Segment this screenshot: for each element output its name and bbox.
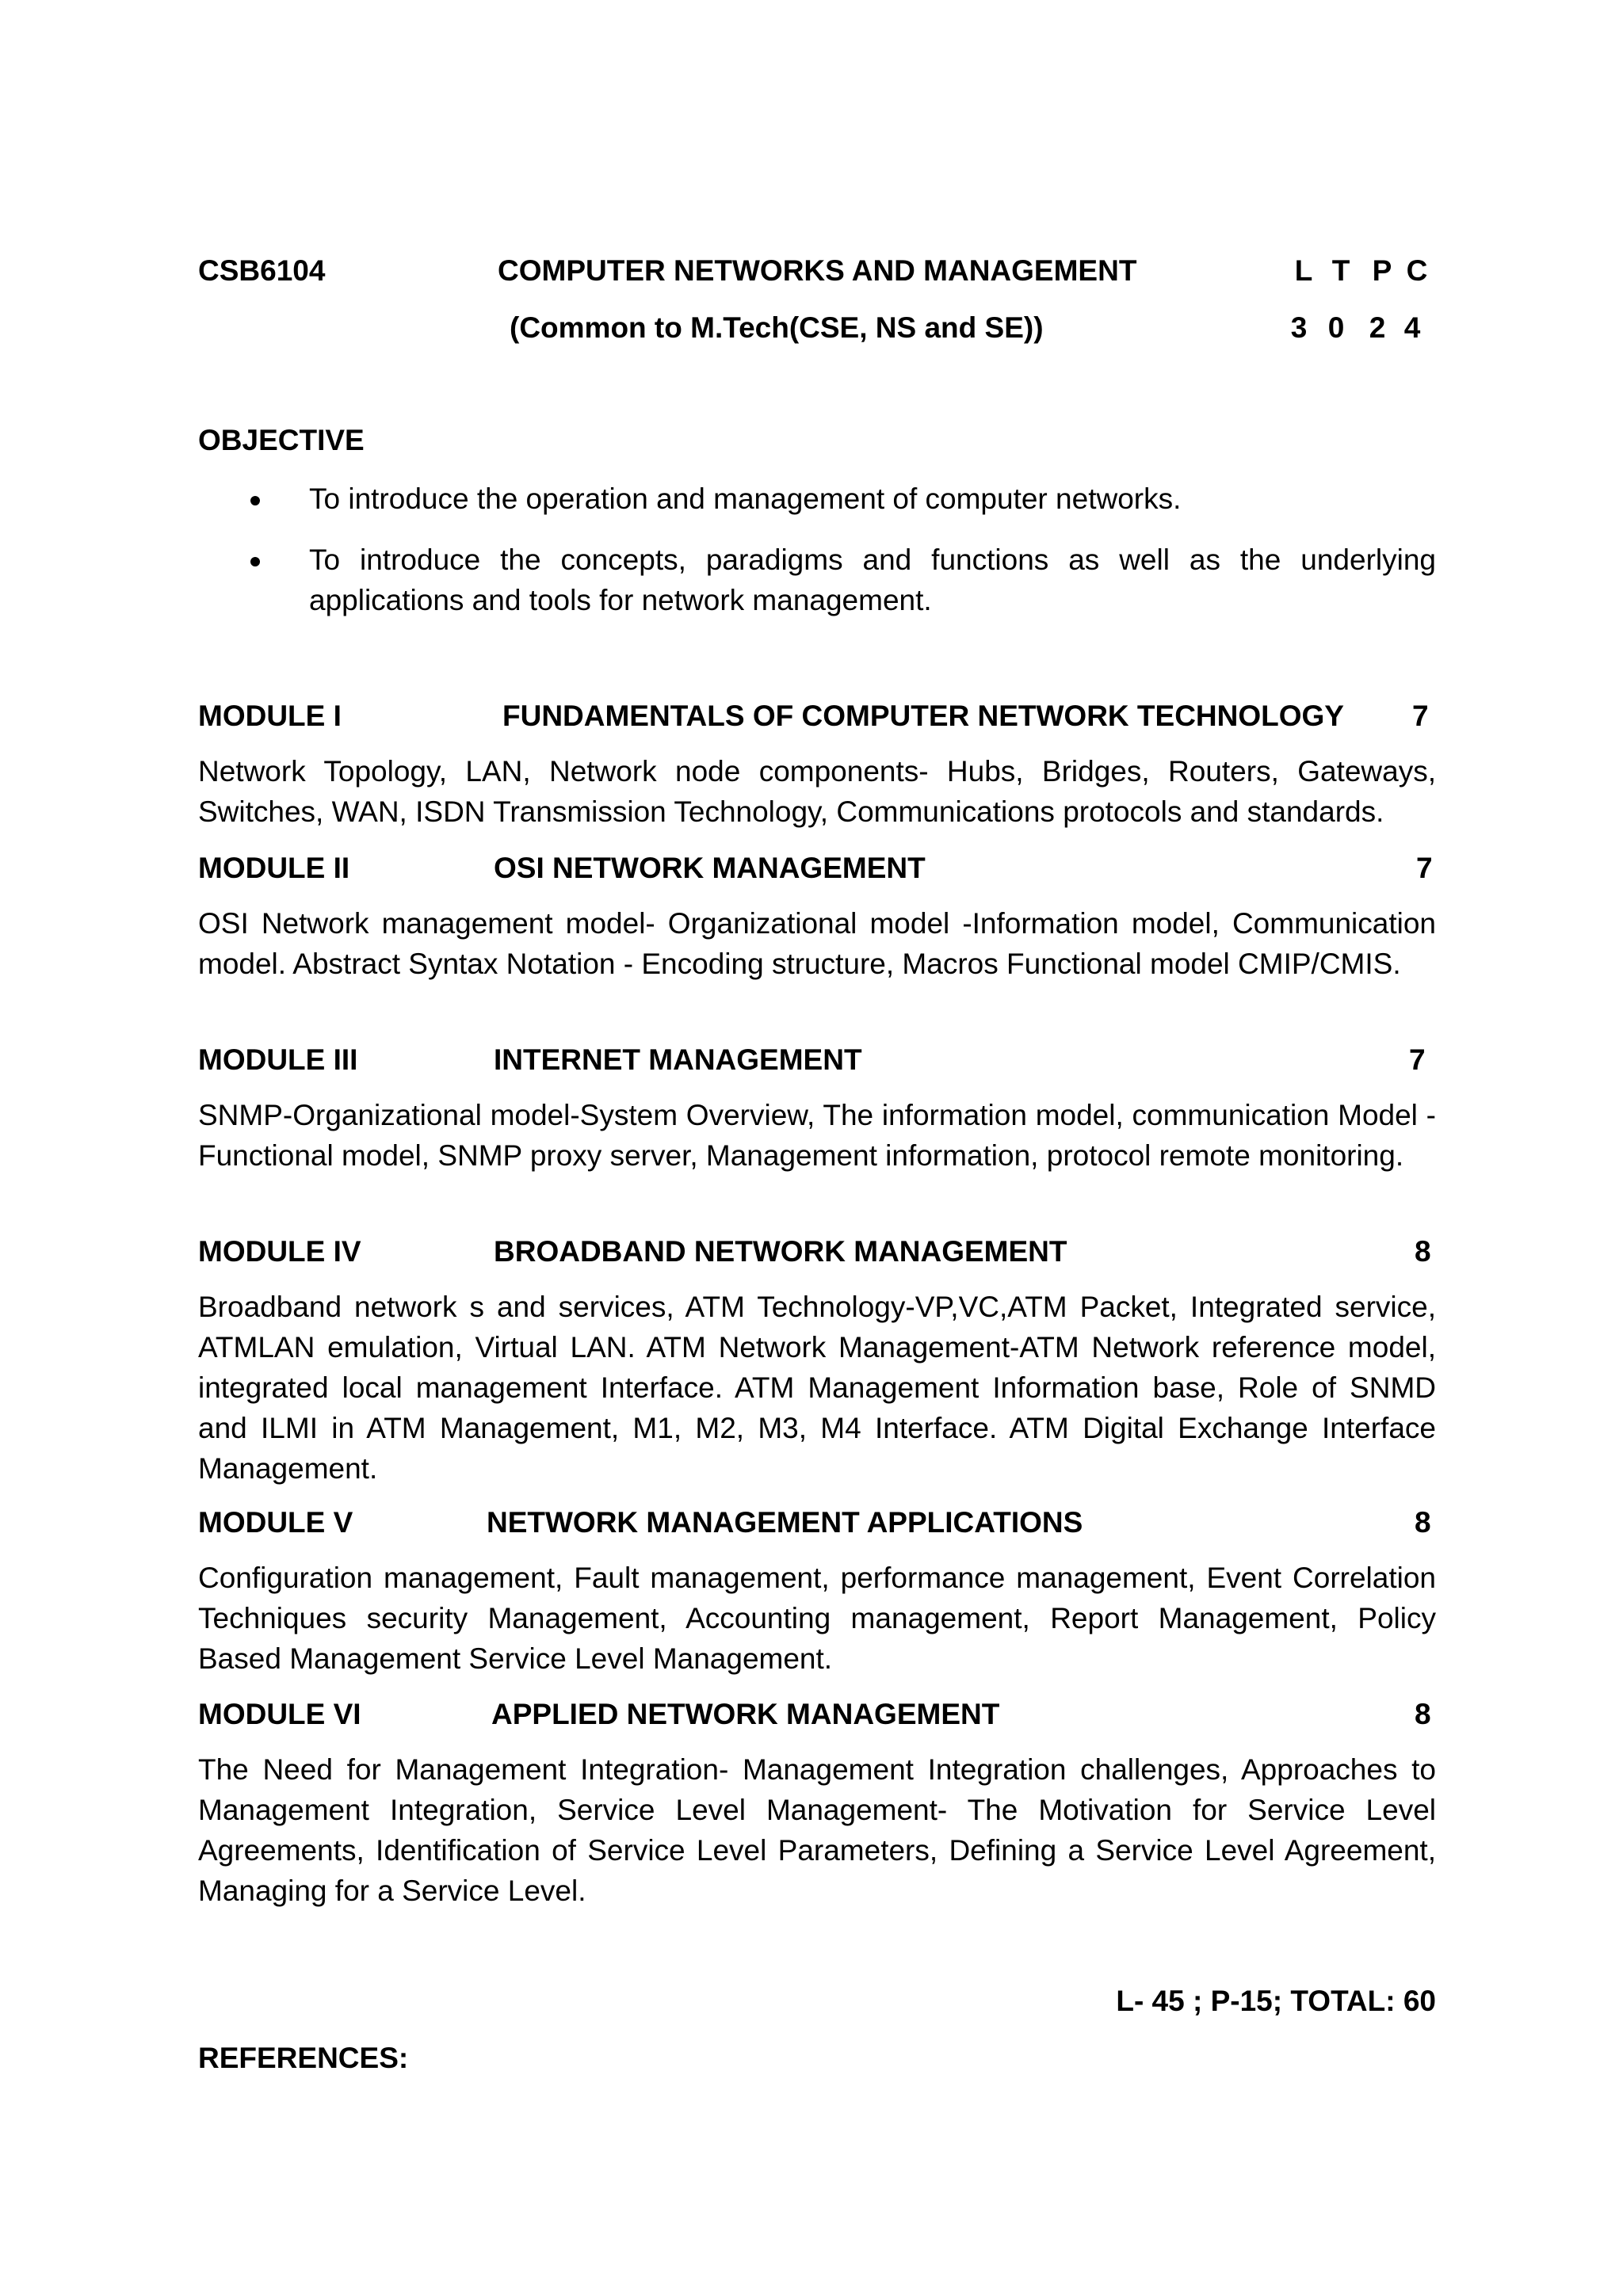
module-hours: 8 <box>1415 1506 1431 1539</box>
module-label: MODULE V <box>198 1506 353 1539</box>
module-body: Network Topology, LAN, Network node components- Hubs, Bridges, Routers, Gateways, Switches, WAN, ISDN Transmission Technology, Communications protocols and standards. <box>198 755 1436 828</box>
objective-item-text: To introduce the concepts, paradigms and functions as well as the underlying applications and tools for network management. <box>309 543 1436 616</box>
module-title: FUNDAMENTALS OF COMPUTER NETWORK TECHNOLOGY <box>502 700 1344 732</box>
module-label: MODULE I <box>198 700 342 732</box>
module-header <box>198 1505 1436 1540</box>
module-title: OSI NETWORK MANAGEMENT <box>494 852 926 884</box>
ltpc-values <box>1284 311 1428 345</box>
module-body: The Need for Management Integration- Management Integration challenges, Approaches to Management Integration, Service Level Management- The Motivation for Service Level Agreements, Identification of Service Level Parameters, Defining a Service Level Agreement, Managing for a Service Level. <box>198 1753 1436 1907</box>
course-subtitle: (Common to M.Tech(CSE, NS and SE)) <box>510 311 1044 344</box>
module-hours: 8 <box>1415 1698 1431 1730</box>
total-hours: L- 45 ; P-15; TOTAL: 60 <box>1116 1985 1436 2017</box>
module-label: MODULE III <box>198 1043 358 1076</box>
module-header <box>198 1234 1436 1269</box>
ltpc-label-c: C <box>1406 254 1428 287</box>
module-header <box>198 1697 1436 1732</box>
module-body: Broadband network s and services, ATM Technology-VP,VC,ATM Packet, Integrated service, ATMLAN emulation, Virtual LAN. ATM Network Management-ATM Network reference model, integrated local management Interface. ATM Management Information base, Role of SNMD and ILMI in ATM Management, M1, M2, M3, M4 Interface. ATM Digital Exchange Interface Management. <box>198 1291 1436 1485</box>
module-label: MODULE IV <box>198 1235 361 1268</box>
module-body: OSI Network management model- Organizational model -Information model, Communication model. Abstract Syntax Notation - Encoding structure, Macros Functional model CMIP/CMIS. <box>198 907 1436 980</box>
bullet-icon <box>250 496 260 505</box>
objective-list <box>198 479 1436 641</box>
module-title: INTERNET MANAGEMENT <box>494 1043 862 1076</box>
module-hours: 8 <box>1415 1235 1431 1268</box>
ltpc-label-t: T <box>1331 254 1350 287</box>
module-title: NETWORK MANAGEMENT APPLICATIONS <box>487 1506 1083 1539</box>
module-label: MODULE II <box>198 852 350 884</box>
ltpc-value-c: 4 <box>1403 311 1421 344</box>
module-header <box>198 851 1436 886</box>
objective-item-text: To introduce the operation and management of computer networks. <box>309 482 1182 515</box>
references-heading: REFERENCES: <box>198 2042 409 2074</box>
objective-item <box>198 479 1436 519</box>
module-hours: 7 <box>1416 852 1433 884</box>
module-hours: 7 <box>1409 1043 1426 1076</box>
module-title: APPLIED NETWORK MANAGEMENT <box>491 1698 1000 1730</box>
ltpc-value-p: 2 <box>1369 311 1386 344</box>
course-code: CSB6104 <box>198 254 326 287</box>
syllabus-page <box>198 0 1436 2296</box>
ltpc-value-t: 0 <box>1327 311 1345 344</box>
module-header <box>198 699 1436 734</box>
course-title: COMPUTER NETWORKS AND MANAGEMENT <box>498 254 1137 287</box>
module-body: SNMP-Organizational model-System Overview, The information model, communication Model - Functional model, SNMP proxy server, Management information, protocol remote monitoring. <box>198 1099 1436 1172</box>
module-hours: 7 <box>1412 700 1429 732</box>
ltpc-labels <box>1289 254 1433 288</box>
ltpc-value-l: 3 <box>1290 311 1308 344</box>
objective-item <box>198 540 1436 620</box>
bullet-icon <box>250 557 260 566</box>
objective-heading: OBJECTIVE <box>198 424 365 456</box>
ltpc-label-p: P <box>1372 254 1392 287</box>
module-header <box>198 1043 1436 1077</box>
module-body: Configuration management, Fault management, performance management, Event Correlation Techniques security Management, Accounting management, Report Management, Policy Based Management Service Level Management. <box>198 1562 1436 1675</box>
module-label: MODULE VI <box>198 1698 361 1730</box>
module-title: BROADBAND NETWORK MANAGEMENT <box>494 1235 1067 1268</box>
ltpc-label-l: L <box>1294 254 1313 287</box>
